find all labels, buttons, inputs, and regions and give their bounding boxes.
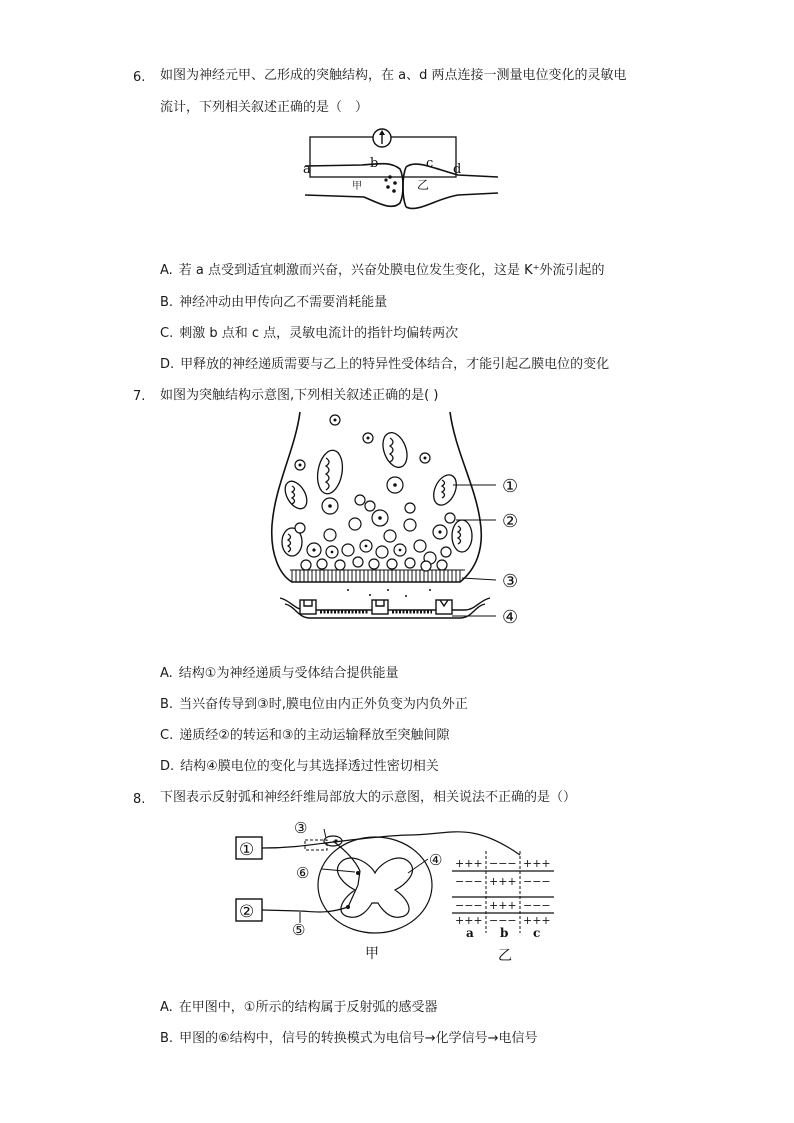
- label-3: ③: [294, 819, 308, 837]
- question-7-option-c[interactable]: C. 递质经②的转运和③的主动运输释放至突触间隙: [160, 728, 450, 743]
- row2-b: +++: [489, 875, 517, 888]
- question-8-number: 8.: [133, 792, 146, 807]
- label-jia: 甲: [352, 181, 362, 192]
- label-jia: 甲: [365, 946, 379, 962]
- spinal-cord: [318, 837, 432, 933]
- synaptic-vesicles: [295, 415, 455, 571]
- question-8-stem-line1: 下图表示反射弧和神经纤维局部放大的示意图，相关说法不正确的是（）: [160, 790, 577, 805]
- label-yi: 乙: [417, 178, 430, 192]
- question-6-option-d[interactable]: D. 甲释放的神经递质需要与乙上的特异性受体结合，才能引起乙膜电位的变化: [160, 357, 610, 372]
- col-a: a: [466, 926, 474, 940]
- row1-b: −−−: [489, 857, 517, 870]
- row1-a: +++: [455, 857, 483, 870]
- label-2: ②: [239, 902, 255, 922]
- row4-b: −−−: [489, 914, 517, 927]
- label-3: ③: [502, 571, 519, 592]
- question-6-option-b[interactable]: B. 神经冲动由甲传向乙不需要消耗能量: [160, 295, 388, 310]
- row2-a: −−−: [455, 875, 483, 888]
- row4-a: +++: [455, 914, 483, 927]
- label-b: b: [370, 156, 379, 171]
- question-6-number: 6.: [133, 70, 146, 85]
- row3-b: +++: [489, 899, 517, 912]
- label-4: ④: [502, 607, 519, 628]
- question-7-option-d[interactable]: D. 结构④膜电位的变化与其选择透过性密切相关: [160, 759, 439, 774]
- question-8-option-a[interactable]: A. 在甲图中，①所示的结构属于反射弧的感受器: [160, 1000, 438, 1015]
- question-6-stem-line1: 如图为神经元甲、乙形成的突触结构，在 a、d 两点连接一测量电位变化的灵敏电: [160, 68, 627, 83]
- label-yi: 乙: [498, 948, 512, 964]
- row2-c: −−−: [523, 875, 551, 888]
- col-b: b: [500, 926, 509, 940]
- presynaptic-membrane: [290, 570, 465, 582]
- label-a: a: [303, 162, 311, 177]
- col-c: c: [533, 926, 541, 940]
- question-6-option-c[interactable]: C. 刺激 b 点和 c 点，灵敏电流计的指针均偏转两次: [160, 326, 459, 341]
- label-4: ④: [429, 851, 443, 869]
- question-6-stem-line2: 流计，下列相关叙述正确的是（ ）: [160, 100, 369, 115]
- question-8-option-b[interactable]: B. 甲图的⑥结构中，信号的转换模式为电信号→化学信号→电信号: [160, 1031, 538, 1046]
- question-7-option-b[interactable]: B. 当兴奋传导到③时,膜电位由内正外负变为内负外正: [160, 697, 468, 712]
- nerve-fiber-potential-diagram: [452, 851, 554, 964]
- question-7-option-a[interactable]: A. 结构①为神经递质与受体结合提供能量: [160, 666, 399, 681]
- label-c: c: [426, 156, 434, 171]
- postsynaptic-membrane: [280, 598, 490, 618]
- label-5: ⑤: [292, 921, 306, 939]
- reflex-arc-figure: [230, 815, 560, 965]
- row3-c: −−−: [523, 899, 551, 912]
- synapse-structure-figure: [270, 410, 530, 635]
- question-7-number: 7.: [133, 389, 146, 404]
- label-1: ①: [239, 840, 255, 860]
- question-6-option-a[interactable]: A. 若 a 点受到适宜刺激而兴奋，兴奋处膜电位发生变化，这是 K⁺外流引起的: [160, 263, 605, 278]
- label-d: d: [453, 162, 462, 177]
- synapse-galvanometer-figure: [300, 125, 500, 225]
- label-6: ⑥: [296, 864, 310, 882]
- label-2: ②: [502, 511, 519, 532]
- row4-c: +++: [523, 914, 551, 927]
- label-1: ①: [502, 476, 519, 497]
- row3-a: −−−: [455, 899, 483, 912]
- row1-c: +++: [523, 857, 551, 870]
- presynaptic-terminal: [272, 412, 482, 582]
- question-7-stem-line1: 如图为突触结构示意图,下列相关叙述正确的是( ): [160, 388, 439, 403]
